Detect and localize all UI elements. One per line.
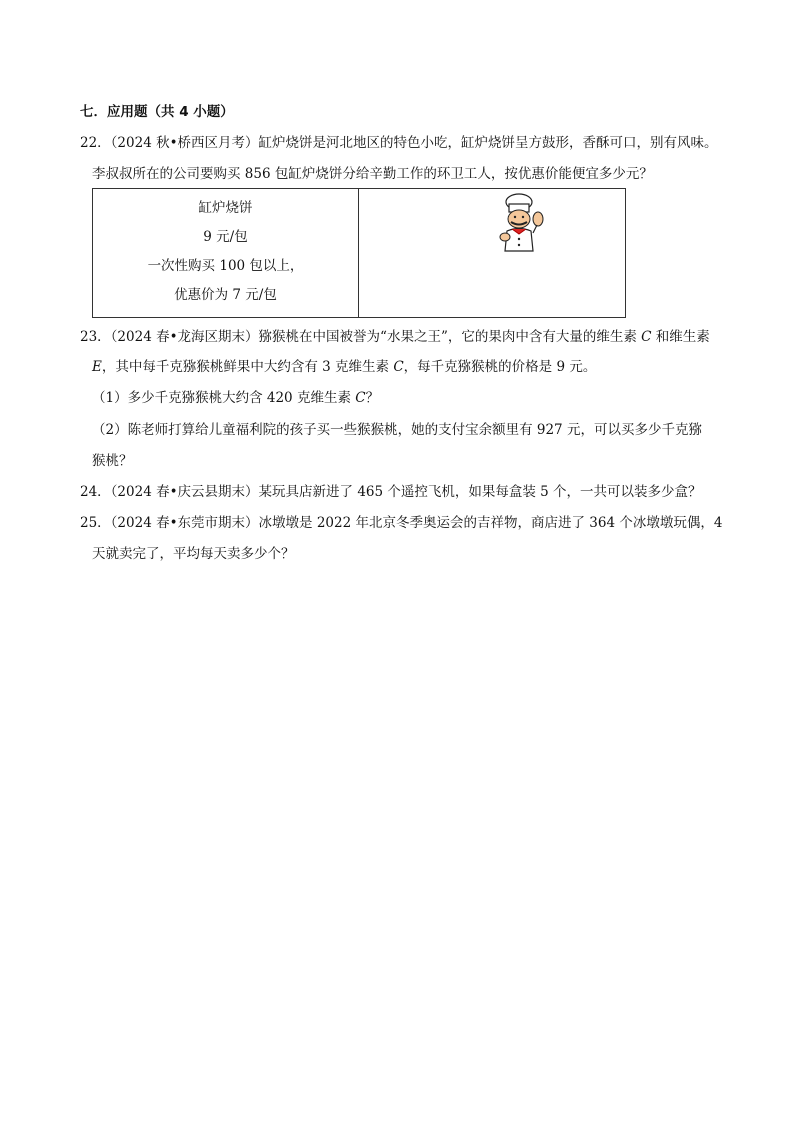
promotion-text-cell	[93, 189, 359, 318]
q23-text-c: ，其中每千克猕猴桃鲜果中大约含有 3 克维生素	[101, 359, 394, 375]
chef-icon	[497, 193, 549, 253]
product-name: 缸炉烧饼	[198, 200, 253, 216]
question-22-line-2: 李叔叔所在的公司要购买 856 包缸炉烧饼分给辛勤工作的环卫工人，按优惠价能便宜多少元？	[92, 166, 653, 182]
vitamin-c-label: C	[641, 329, 652, 345]
vitamin-c-label-2: C	[393, 359, 404, 375]
section-title: 七．应用题（共 4 小题）	[80, 104, 234, 120]
question-23-line-2	[92, 355, 596, 375]
q23-sub1-text-a: （1）多少千克猕猴桃大约含 420 克维生素	[92, 390, 356, 406]
question-25-line-2: 天就卖完了，平均每天卖多少个？	[92, 546, 295, 562]
question-24-line-1: 24．（2024 春•庆云县期末）某玩具店新进了 465 个遥控飞机，如果每盒装 5 个，一共可以装多少盒？	[80, 484, 702, 500]
promotion-table	[92, 188, 626, 318]
question-25-line-1: 25．（2024 春•东莞市期末）冰墩墩是 2022 年北京冬季奥运会的吉祥物，商店进了 364 个冰墩墩玩偶，4	[80, 515, 723, 531]
discount-price: 优惠价为 7 元/包	[174, 287, 277, 303]
question-22-line-1: 22．（2024 秋•桥西区月考）缸炉烧饼是河北地区的特色小吃，缸炉烧饼呈方鼓形，香酥可口，别有风味。	[80, 135, 718, 151]
q23-text-a: 23．（2024 春•龙海区期末）猕猴桃在中国被誉为“水果之王”，它的果肉中含有大量的维生素	[80, 329, 642, 345]
question-23-sub-2-line-2: 猴桃？	[92, 453, 133, 469]
question-23-line-1	[80, 325, 710, 345]
question-23-sub-2-line-1: （2）陈老师打算给儿童福利院的孩子买一些猴猴桃，她的支付宝余额里有 927 元，可以买多少千克猕	[92, 422, 702, 438]
regular-price: 9 元/包	[203, 229, 248, 245]
chef-image-cell	[359, 189, 626, 318]
bulk-condition: 一次性购买 100 包以上，	[147, 258, 304, 274]
q23-text-b: 和维生素	[651, 329, 710, 345]
q23-sub1-text-b: ？	[365, 390, 380, 406]
vitamin-c-label-3: C	[355, 390, 366, 406]
vitamin-e-label: E	[92, 359, 102, 375]
q23-text-d: ，每千克猕猴桃的价格是 9 元。	[403, 359, 597, 375]
question-23-sub-1	[92, 386, 379, 406]
